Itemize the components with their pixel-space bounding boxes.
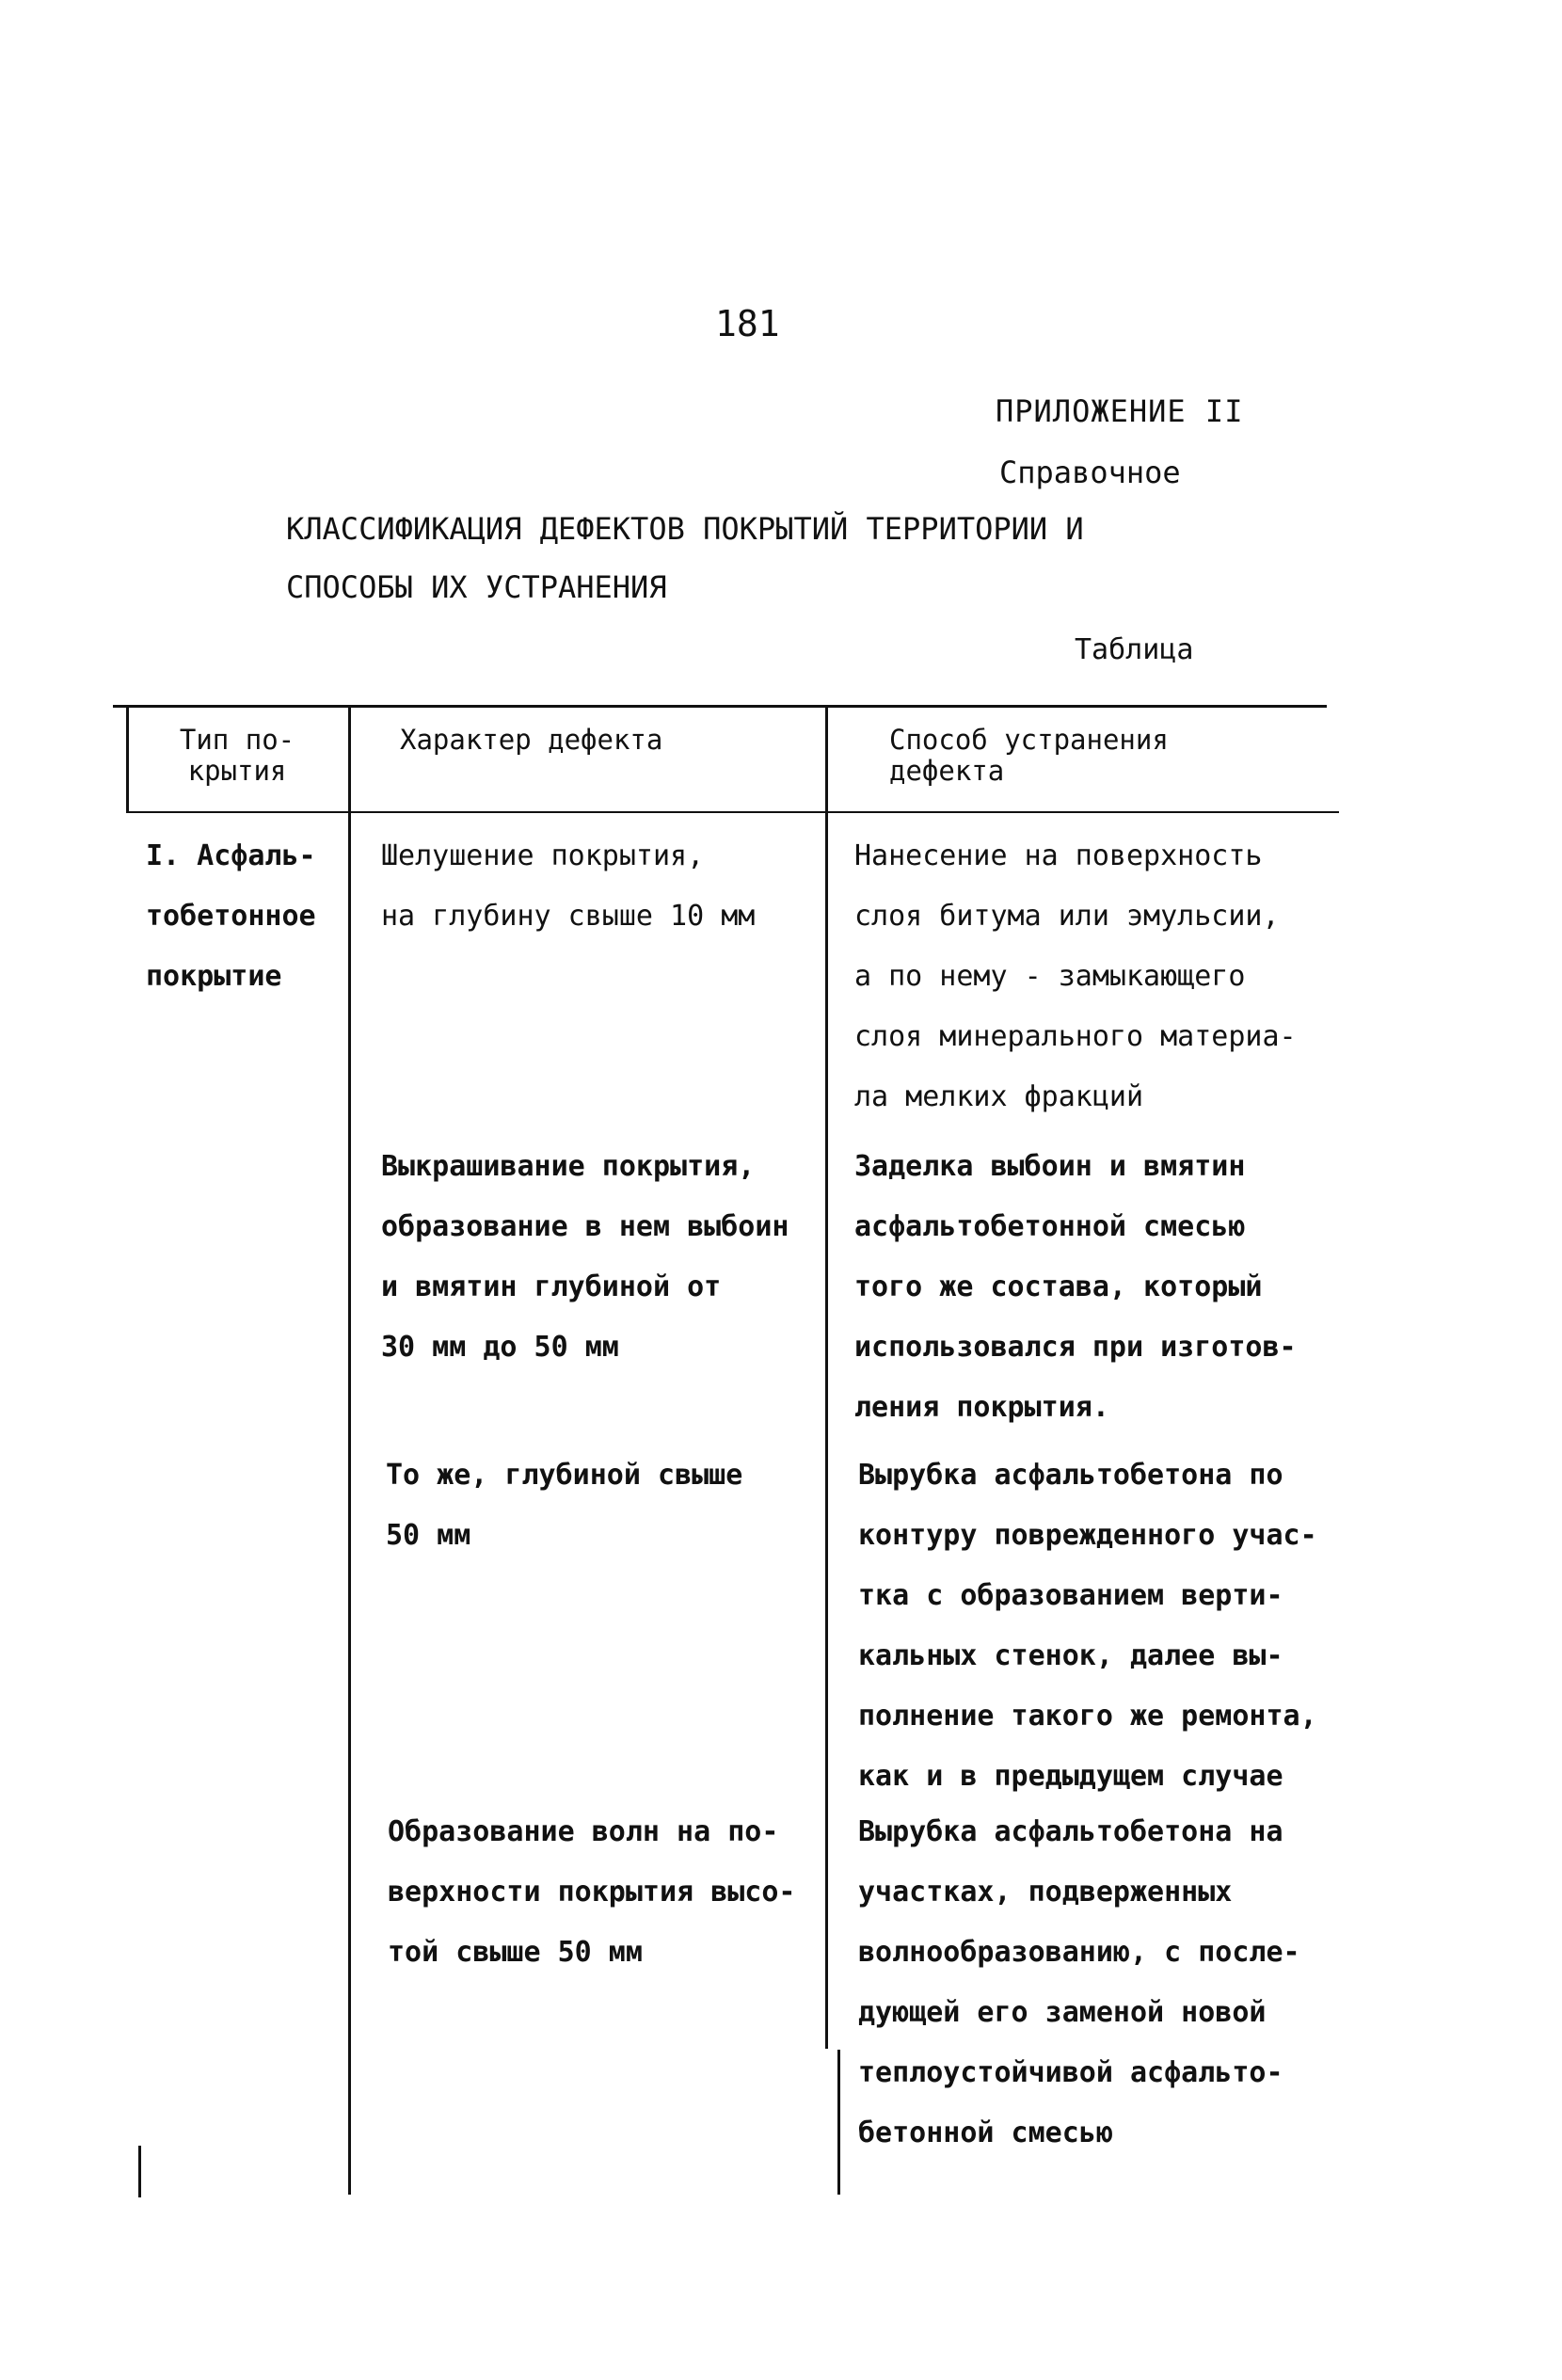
defect-cell: Шелушение покрытия, на глубину свыше 10 мм <box>381 839 756 933</box>
table-header-rule <box>127 811 1339 813</box>
column-divider-2-lower <box>837 2050 840 2195</box>
header-coating-type: Тип по- крытия <box>179 724 295 787</box>
table-label: Таблица <box>1075 633 1194 666</box>
remedy-cell: Нанесение на поверхность слоя битума или эмульсии, а по нему - замыкающего слоя минерального материа- ла мелких фракций <box>854 839 1297 1113</box>
coating-type-cell: I. Асфаль- тобетонное покрытие <box>146 839 316 993</box>
defect-cell: То же, глубиной свыше 50 мм <box>386 1459 743 1552</box>
page-number: 181 <box>715 303 780 344</box>
header-defect-nature: Характер дефекта <box>400 724 663 756</box>
column-divider-1 <box>348 708 351 2195</box>
appendix-subtitle: Справочное <box>999 455 1181 490</box>
table-left-border <box>126 708 129 813</box>
remedy-cell: Вырубка асфальтобетона по контуру поврежденного учас- тка с образованием верти- кальных стенок, далее вы- полнение такого же ремонта, как и в предыдущем случае <box>858 1459 1317 1793</box>
document-title-line-1: КЛАССИФИКАЦИЯ ДЕФЕКТОВ ПОКРЫТИЙ ТЕРРИТОРИИ И <box>286 511 1084 547</box>
header-remedy-method: Способ устранения дефекта <box>889 724 1169 787</box>
remedy-cell: Заделка выбоин и вмятин асфальтобетонной смесью того же состава, который использовался при изготов- ления покрытия. <box>854 1150 1297 1424</box>
document-title-line-2: СПОСОБЫ ИХ УСТРАНЕНИЯ <box>286 569 667 605</box>
table-left-border-lower <box>138 2146 141 2197</box>
table-top-rule <box>113 705 1327 708</box>
defect-cell: Образование волн на по- верхности покрытия высо- той свыше 50 мм <box>388 1815 796 1969</box>
defect-cell: Выкрашивание покрытия, образование в нем выбоин и вмятин глубиной от 30 мм до 50 мм <box>381 1150 789 1364</box>
remedy-cell: Вырубка асфальтобетона на участках, подверженных волнообразованию, с после- дующей его заменой новой теплоустойчивой асфальто- бетонной смесью <box>858 1815 1300 2149</box>
column-divider-2 <box>825 708 828 2049</box>
appendix-label: ПРИЛОЖЕНИЕ II <box>996 393 1244 429</box>
